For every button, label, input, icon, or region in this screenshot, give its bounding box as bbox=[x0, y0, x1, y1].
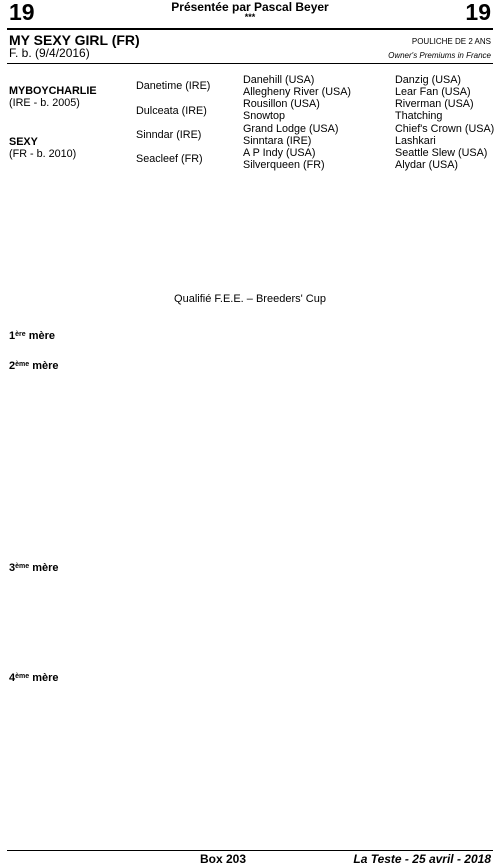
pedigree-gen3-1: Danehill (USA) bbox=[243, 74, 315, 86]
box-number: Box 203 bbox=[200, 852, 247, 866]
sire-info: (IRE - b. 2005) bbox=[9, 97, 80, 109]
pedigree-gen4-8: Alydar (USA) bbox=[395, 159, 458, 171]
pedigree-gen4-7: Seattle Slew (USA) bbox=[395, 147, 488, 159]
pedigree-gen4-6: Lashkari bbox=[395, 135, 436, 147]
horse-name: MY SEXY GIRL (FR) bbox=[9, 32, 140, 48]
section-third-dam: 3ème mère bbox=[9, 562, 59, 574]
sale-info: La Teste - 25 avril - 2018 bbox=[353, 852, 491, 866]
section-fourth-dam: 4ème mère bbox=[9, 672, 59, 684]
pedigree-gen2-4: Seacleef (FR) bbox=[136, 153, 203, 165]
stars: *** bbox=[244, 12, 256, 22]
sire-name: MYBOYCHARLIE bbox=[9, 85, 97, 97]
title-rule bbox=[7, 63, 493, 64]
qualification: Qualifié F.E.E. – Breeders' Cup bbox=[174, 293, 326, 305]
pedigree-gen2-2: Dulceata (IRE) bbox=[136, 105, 207, 117]
pedigree-gen2-1: Danetime (IRE) bbox=[136, 80, 211, 92]
horse-sex-color-dob: F. b. (9/4/2016) bbox=[9, 46, 90, 60]
pedigree-gen4-5: Chief's Crown (USA) bbox=[395, 123, 495, 135]
section-second-dam: 2ème mère bbox=[9, 360, 59, 372]
pedigree-gen4-1: Danzig (USA) bbox=[395, 74, 461, 86]
pedigree-gen4-4: Thatching bbox=[395, 110, 443, 122]
dam-name: SEXY bbox=[9, 136, 38, 148]
presented-by: Présentée par Pascal Beyer bbox=[171, 0, 329, 14]
horse-type: POULICHE DE 2 ANS bbox=[411, 37, 491, 46]
pedigree-gen3-8: Silverqueen (FR) bbox=[243, 159, 325, 171]
pedigree-gen3-7: A P Indy (USA) bbox=[243, 147, 316, 159]
pedigree-gen3-2: Allegheny River (USA) bbox=[243, 86, 352, 98]
pedigree-gen3-5: Grand Lodge (USA) bbox=[243, 123, 339, 135]
lot-number-left: 19 bbox=[9, 0, 35, 25]
pedigree-gen4-3: Riverman (USA) bbox=[395, 98, 474, 110]
premium-label: Owner's Premiums in France bbox=[388, 51, 491, 60]
footer-rule bbox=[7, 850, 493, 851]
pedigree-gen3-4: Snowtop bbox=[243, 110, 286, 122]
section-first-dam: 1ère mère bbox=[9, 330, 55, 342]
pedigree-gen3-3: Rousillon (USA) bbox=[243, 98, 320, 110]
lot-number-right: 19 bbox=[465, 0, 491, 25]
pedigree-gen3-6: Sinntara (IRE) bbox=[243, 135, 312, 147]
dam-info: (FR - b. 2010) bbox=[9, 148, 77, 160]
header-rule bbox=[7, 28, 493, 30]
pedigree-gen4-2: Lear Fan (USA) bbox=[395, 86, 471, 98]
pedigree-gen2-3: Sinndar (IRE) bbox=[136, 129, 202, 141]
